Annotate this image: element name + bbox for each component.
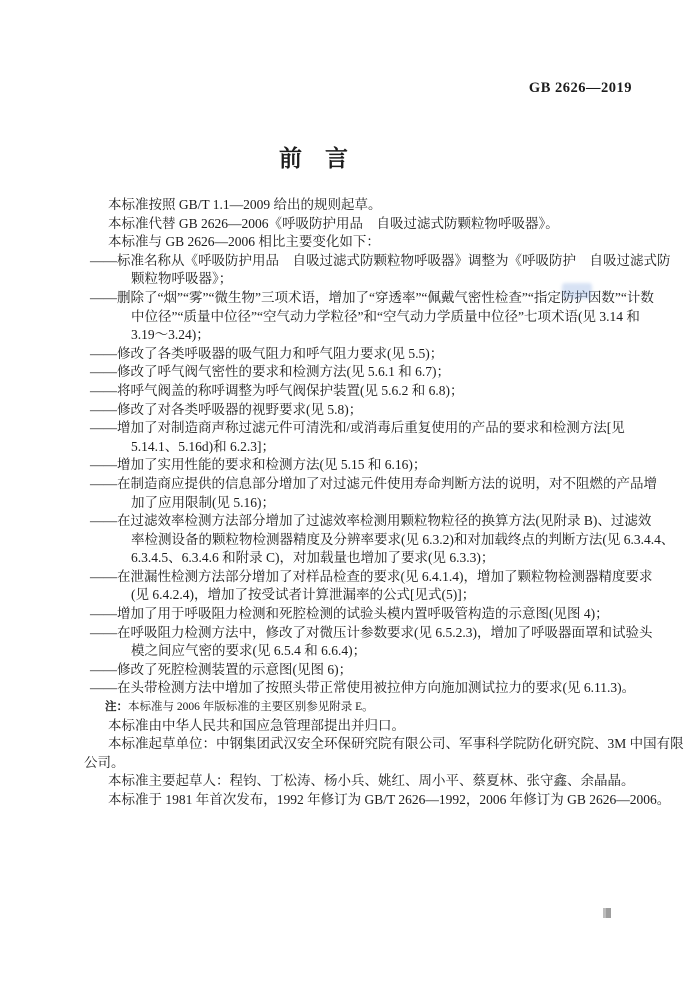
text-line: 中位径”“质量中位径”“空气动力学粒径”和“空气动力学质量中位径”七项术语(见 3.14 和 bbox=[131, 308, 640, 324]
list-dash: —— bbox=[90, 289, 117, 305]
list-dash: —— bbox=[90, 420, 117, 436]
list-dash: —— bbox=[90, 382, 117, 398]
list-dash: —— bbox=[90, 624, 117, 640]
text-line: ——在呼吸阻力检测方法中，修改了对微压计参数要求(见 6.5.2.3)，增加了呼吸器面罩和试验头 bbox=[90, 624, 653, 640]
scan-highlight-artifact bbox=[562, 283, 592, 299]
text-line: 本标准代替 GB 2626—2006《呼吸防护用品 自吸过滤式防颗粒物呼吸器》。 bbox=[108, 215, 559, 231]
text-line: ——在制造商应提供的信息部分增加了对过滤元件使用寿命判断方法的说明，对不阻燃的产品增 bbox=[90, 475, 657, 491]
text-line: 模之间应气密的要求(见 6.5.4 和 6.6.4)； bbox=[131, 643, 367, 659]
document-body bbox=[84, 196, 684, 810]
list-dash: —— bbox=[90, 513, 117, 529]
note-label: 注： bbox=[105, 701, 128, 714]
text-line: ——修改了对各类呼吸器的视野要求(见 5.8)； bbox=[90, 401, 363, 417]
text-line: ——修改了死腔检测装置的示意图(见图 6)； bbox=[90, 661, 353, 677]
text-line: ——在泄漏性检测方法部分增加了对样品检查的要求(见 6.4.1.4)，增加了颗粒物检测器精度要求 bbox=[90, 568, 653, 584]
text-line: ——修改了呼气阀气密性的要求和检测方法(见 5.6.1 和 6.7)； bbox=[90, 364, 450, 380]
standard-code-header: GB 2626—2019 bbox=[528, 80, 632, 96]
list-dash: —— bbox=[90, 680, 117, 696]
text-line: 本标准于 1981 年首次发布，1992 年修订为 GB/T 2626—1992，2006 年修订为 GB 2626—2006。 bbox=[108, 792, 671, 807]
text-line: 6.3.4.5、6.3.4.6 和附录 C)，对加载量也增加了要求(见 6.3.3)； bbox=[131, 550, 495, 566]
text-line: 本标准主要起草人：程钧、丁松涛、杨小兵、姚红、周小平、蔡夏林、张守鑫、余晶晶。 bbox=[108, 773, 635, 789]
text-line: 本标准起草单位：中钢集团武汉安全环保研究院有限公司、军事科学院防化研究院、3M 中国有限 bbox=[108, 736, 684, 752]
text-line: (见 6.4.2.4)，增加了按受试者计算泄漏率的公式[见式(5)]； bbox=[131, 587, 476, 603]
text-line: 5.14.1、5.16d)和 6.2.3]； bbox=[131, 438, 275, 454]
list-dash: —— bbox=[90, 606, 117, 622]
list-dash: —— bbox=[90, 364, 117, 380]
text-line: ——增加了用于呼吸阻力检测和死腔检测的试验头模内置呼吸管构造的示意图(见图 4)； bbox=[90, 606, 609, 622]
list-dash: —— bbox=[90, 568, 117, 584]
text-line: 本标准按照 GB/T 1.1—2009 给出的规则起草。 bbox=[108, 197, 382, 212]
text-line: 3.19～3.24)； bbox=[131, 327, 210, 343]
text-line: ——标准名称从《呼吸防护用品 自吸过滤式防颗粒物呼吸器》调整为《呼吸防护 自吸过滤式防 bbox=[90, 252, 671, 268]
text-line: 公司。 bbox=[84, 754, 125, 770]
text-line: 本标准由中华人民共和国应急管理部提出并归口。 bbox=[108, 717, 405, 733]
list-dash: —— bbox=[90, 457, 117, 473]
text-line: 注：本标准与 2006 年版标准的主要区别参见附录 E。 bbox=[105, 701, 374, 714]
text-line: ——删除了“烟”“雾”“微生物”三项术语，增加了“穿透率”“佩戴气密性检查”“指定防护因数”“计数 bbox=[90, 289, 654, 305]
text-line: 本标准与 GB 2626—2006 相比主要变化如下： bbox=[108, 234, 380, 250]
text-line: ——在过滤效率检测方法部分增加了过滤效率检测用颗粒物粒径的换算方法(见附录 B)、过滤效 bbox=[90, 513, 652, 529]
list-dash: —— bbox=[90, 252, 117, 268]
page-marker bbox=[603, 908, 611, 918]
list-dash: —— bbox=[90, 345, 117, 361]
text-line: 率检测设备的颗粒物检测器精度及分辨率要求(见 6.3.2)和对加载终点的判断方法(见 6.3.4.4、 bbox=[131, 531, 675, 547]
text-line: 颗粒物呼吸器》； bbox=[131, 271, 233, 287]
text-line: ——将呼气阀盖的称呼调整为呼气阀保护装置(见 5.6.2 和 6.8)； bbox=[90, 382, 464, 398]
list-dash: —— bbox=[90, 475, 117, 491]
text-line: 加了应用限制(见 5.16)； bbox=[131, 494, 275, 510]
page-title: 前 言 bbox=[279, 146, 348, 171]
text-line: ——在头带检测方法中增加了按照头带正常使用被拉伸方向施加测试拉力的要求(见 6.11.3)。 bbox=[90, 680, 636, 696]
list-dash: —— bbox=[90, 661, 117, 677]
text-line: ——增加了对制造商声称过滤元件可清洗和/或消毒后重复使用的产品的要求和检测方法[见 bbox=[90, 420, 625, 436]
list-dash: —— bbox=[90, 401, 117, 417]
text-line: ——增加了实用性能的要求和检测方法(见 5.15 和 6.16)； bbox=[90, 457, 427, 473]
text-line: ——修改了各类呼吸器的吸气阻力和呼气阻力要求(见 5.5)； bbox=[90, 345, 444, 361]
